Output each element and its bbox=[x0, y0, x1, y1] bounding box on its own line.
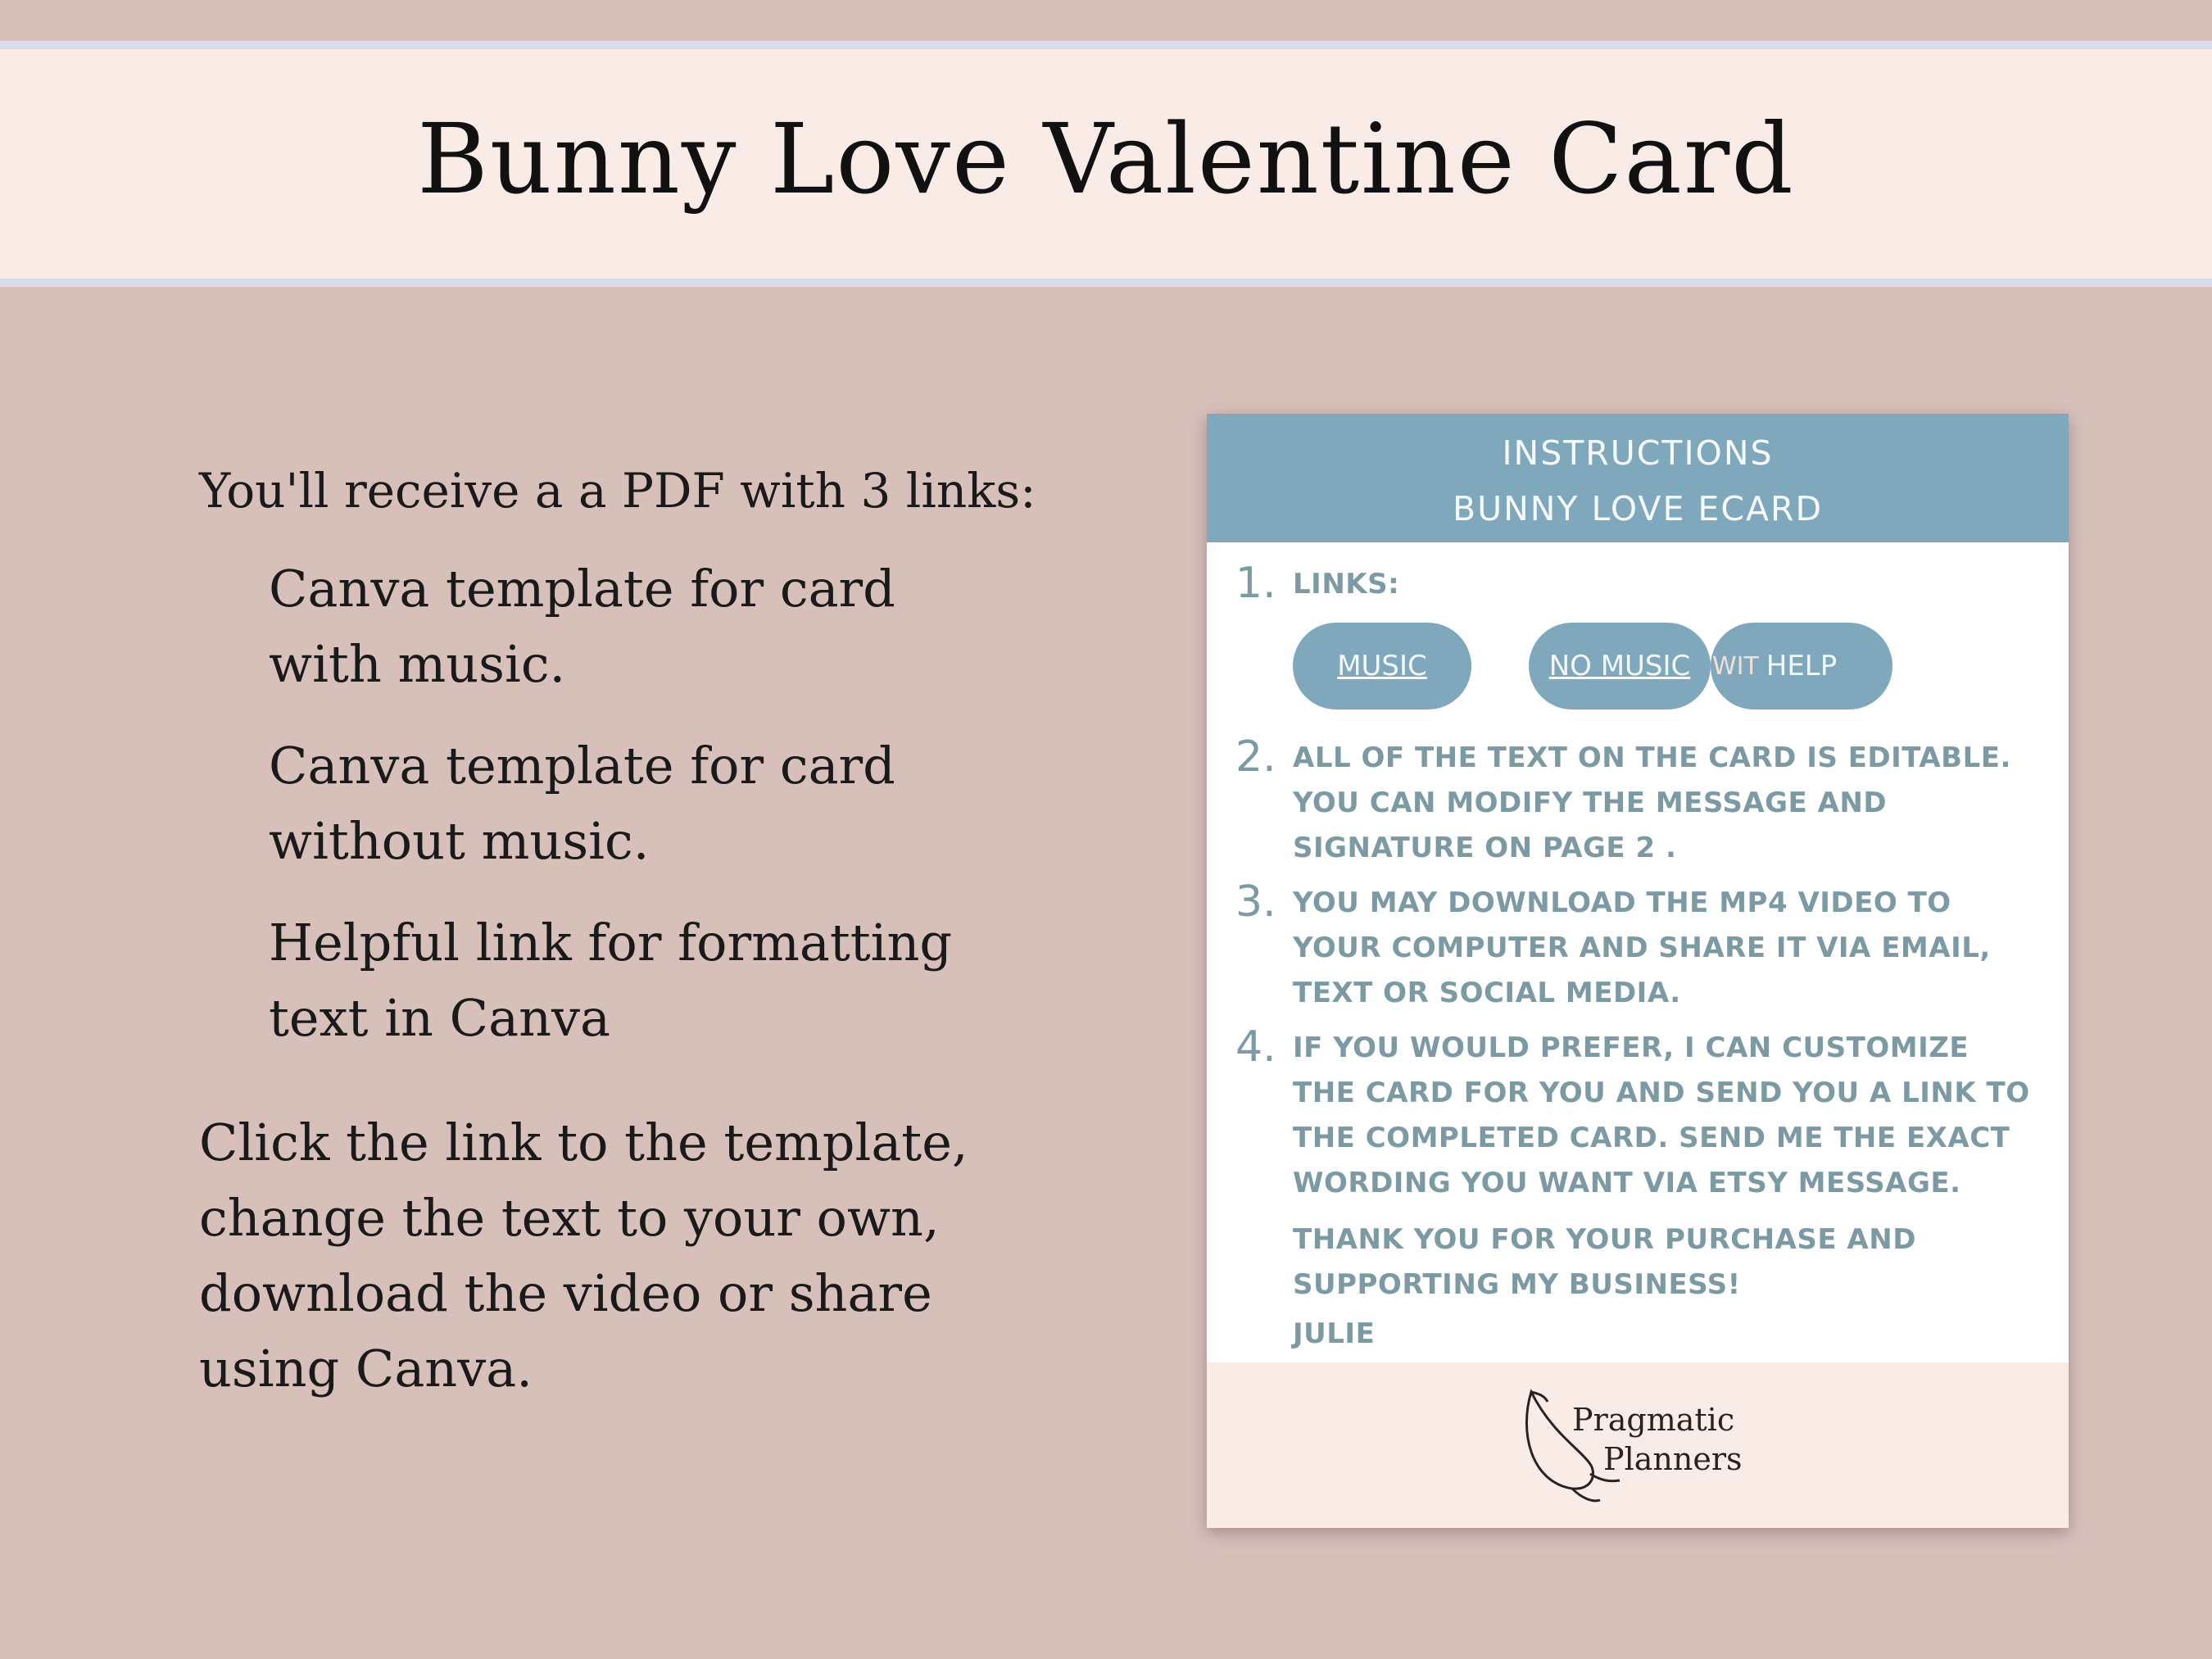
step-number: 3. bbox=[1235, 877, 1276, 927]
step-number: 2. bbox=[1235, 732, 1276, 782]
title-banner bbox=[0, 41, 2212, 287]
list-item: Canva template for card without music. bbox=[269, 736, 895, 871]
card-footer bbox=[1207, 1362, 2069, 1528]
step-number: 1. bbox=[1235, 559, 1276, 608]
page-title: Bunny Love Valentine Card bbox=[417, 102, 1795, 215]
card-header bbox=[1207, 414, 2069, 542]
card-header-subtitle: BUNNY LOVE ECARD bbox=[1452, 489, 1824, 528]
brand-logo bbox=[1515, 1384, 1761, 1507]
list-item: Canva template for card with music. bbox=[269, 559, 895, 694]
description-panel bbox=[199, 463, 1141, 1407]
outro-text: Click the link to the template, change the text to your own, download the video or share using Canva. bbox=[199, 1113, 968, 1398]
intro-text: You'll receive a a PDF with 3 links: bbox=[199, 463, 1036, 519]
step-2 bbox=[1235, 732, 2036, 871]
logo-text-line1: Pragmatic bbox=[1572, 1402, 1735, 1438]
instructions-card bbox=[1207, 414, 2069, 1528]
music-link-button[interactable]: MUSIC bbox=[1293, 623, 1471, 709]
signature-text: JULIE bbox=[1293, 1317, 1376, 1350]
card-header-title: INSTRUCTIONS bbox=[1502, 433, 1774, 473]
links-list bbox=[269, 551, 1141, 1056]
help-link-button[interactable]: HELP bbox=[1711, 623, 1892, 709]
links-row bbox=[1293, 623, 2036, 709]
step-text: ALL OF THE TEXT ON THE CARD IS EDITABLE. YOU CAN MODIFY THE MESSAGE AND SIGNATURE ON PAGE 2 . bbox=[1293, 741, 2011, 864]
step-text: LINKS: bbox=[1293, 568, 1400, 601]
step-3 bbox=[1235, 877, 2036, 1016]
card-body bbox=[1207, 542, 2069, 1350]
step-text: IF YOU WOULD PREFER, I CAN CUSTOMIZE THE CARD FOR YOU AND SEND YOU A LINK TO THE COMPLETED CARD. SEND ME THE EXACT WORDING YOU WANT VIA ETSY MESSAGE. bbox=[1293, 1031, 2030, 1199]
step-4 bbox=[1235, 1022, 2036, 1206]
step-number: 4. bbox=[1235, 1022, 1276, 1072]
step-text: YOU MAY DOWNLOAD THE MP4 VIDEO TO YOUR COMPUTER AND SHARE IT VIA EMAIL, TEXT OR SOCIAL MEDIA. bbox=[1293, 886, 1991, 1009]
no-music-link-button[interactable]: NO MUSIC bbox=[1529, 623, 1711, 709]
logo-text-line2: Planners bbox=[1603, 1441, 1743, 1477]
step-1 bbox=[1235, 559, 2036, 608]
thank-you-text: THANK YOU FOR YOUR PURCHASE AND SUPPORTING MY BUSINESS! bbox=[1293, 1223, 1916, 1301]
list-item: Helpful link for formatting text in Canva bbox=[269, 913, 953, 1048]
